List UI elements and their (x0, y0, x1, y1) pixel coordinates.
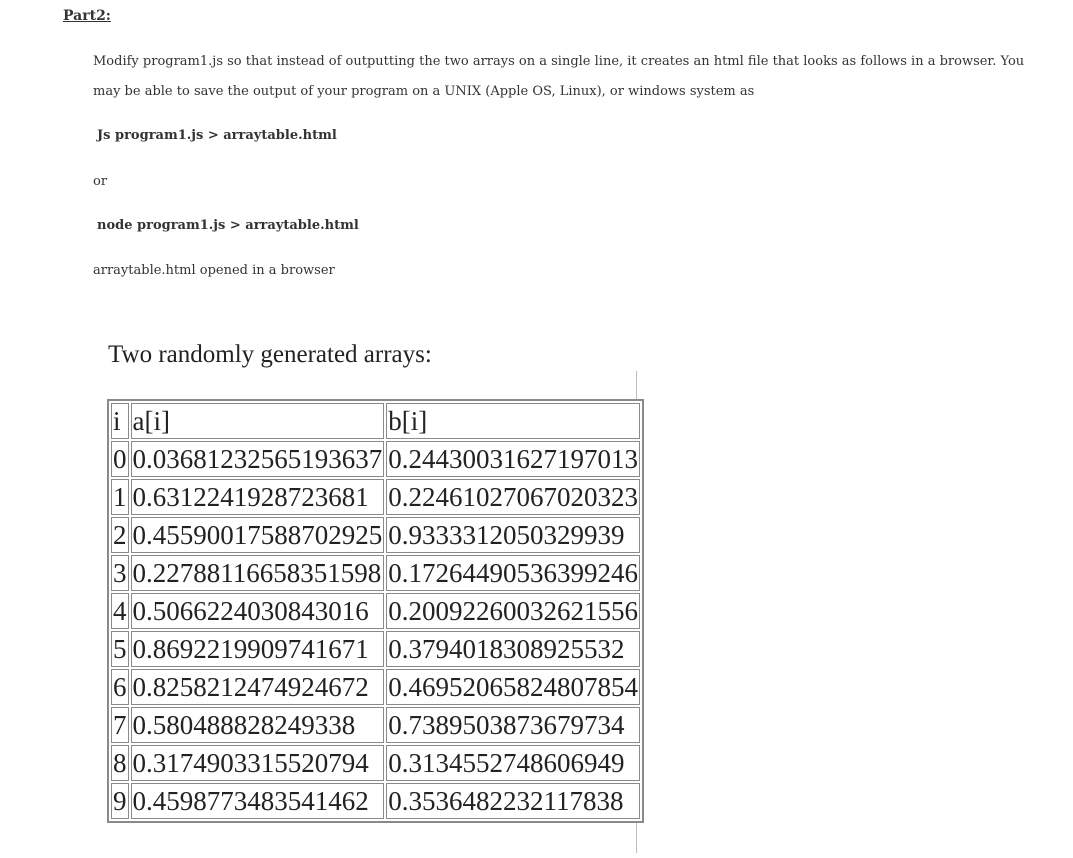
cell-b: 0.17264490536399246 (386, 555, 640, 591)
header-a: a[i] (131, 403, 385, 439)
table-row (111, 669, 640, 705)
cell-b: 0.3536482232117838 (386, 783, 640, 819)
table-row (111, 441, 640, 477)
cell-index: 8 (111, 745, 129, 781)
cell-a: 0.22788116658351598 (131, 555, 385, 591)
cell-b: 0.22461027067020323 (386, 479, 640, 515)
browser-caption: arraytable.html opened in a browser (93, 263, 335, 278)
cell-index: 9 (111, 783, 129, 819)
cell-b: 0.9333312050329939 (386, 517, 640, 553)
table-row (111, 745, 640, 781)
cell-a: 0.03681232565193637 (131, 441, 385, 477)
cell-a: 0.8258212474924672 (131, 669, 385, 705)
instruction-line-1: Modify program1.js so that instead of outputting the two arrays on a single line, it creates an html file that looks as follows in a browser. You (93, 54, 1025, 69)
cell-b: 0.24430031627197013 (386, 441, 640, 477)
browser-screenshot (98, 333, 638, 853)
table-row (111, 783, 640, 819)
table-row (111, 593, 640, 629)
table-row (111, 479, 640, 515)
cell-index: 5 (111, 631, 129, 667)
or-text: or (93, 174, 108, 189)
array-table-wrap (107, 399, 644, 823)
header-b: b[i] (386, 403, 640, 439)
cell-b: 0.46952065824807854 (386, 669, 640, 705)
cell-b: 0.7389503873679734 (386, 707, 640, 743)
table-header-row (111, 403, 640, 439)
cell-a: 0.4598773483541462 (131, 783, 385, 819)
table-row (111, 517, 640, 553)
cell-index: 3 (111, 555, 129, 591)
array-table (107, 399, 644, 823)
section-heading: Part2: (63, 8, 111, 24)
header-i: i (111, 403, 129, 439)
cell-index: 6 (111, 669, 129, 705)
cell-b: 0.3134552748606949 (386, 745, 640, 781)
table-row (111, 631, 640, 667)
cell-a: 0.8692219909741671 (131, 631, 385, 667)
cell-b: 0.20092260032621556 (386, 593, 640, 629)
command-js: Js program1.js > arraytable.html (97, 128, 337, 143)
array-table-body (111, 403, 640, 819)
cell-index: 7 (111, 707, 129, 743)
cell-a: 0.5066224030843016 (131, 593, 385, 629)
cell-index: 2 (111, 517, 129, 553)
cell-a: 0.3174903315520794 (131, 745, 385, 781)
table-title: Two randomly generated arrays: (108, 341, 432, 368)
cell-a: 0.45590017588702925 (131, 517, 385, 553)
cell-index: 0 (111, 441, 129, 477)
command-node: node program1.js > arraytable.html (97, 218, 359, 233)
cell-b: 0.3794018308925532 (386, 631, 640, 667)
cell-index: 1 (111, 479, 129, 515)
instruction-line-2: may be able to save the output of your program on a UNIX (Apple OS, Linux), or windows system as (93, 84, 755, 99)
cell-index: 4 (111, 593, 129, 629)
cell-a: 0.580488828249338 (131, 707, 385, 743)
table-row (111, 555, 640, 591)
table-row (111, 707, 640, 743)
cell-a: 0.6312241928723681 (131, 479, 385, 515)
